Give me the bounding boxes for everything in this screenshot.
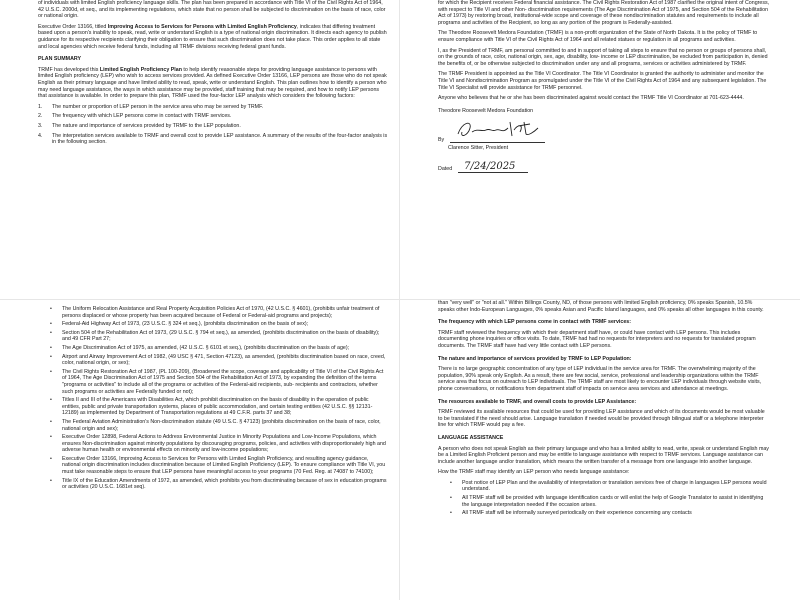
authority-item (50, 369, 388, 395)
bullet-icon: • (450, 510, 452, 517)
eo-text-start: Executive Order 13166, titled (38, 23, 108, 30)
identify-text: All TRMF staff will be informally surveyed periodically on their experience concerning any contacts (462, 510, 692, 517)
eo-text-end: , indicates that differing treatment based upon a person's inability to speak, read, write or understand English is a type of national origin discrimination. It directs each agency to publish guidance for its respective recipients clarifying their obligation to ensure that such discrimination does not take place. This order applies to all state and local agencies which receive federal funds, including all TRMF divisions receiving federal grant funds. (38, 23, 387, 50)
plan-title: Limited English Proficiency Plan (99, 66, 182, 73)
bullet-icon: • (50, 321, 52, 328)
page-bottom-right (400, 300, 800, 600)
factor-item (38, 113, 388, 120)
identify-item (450, 510, 770, 517)
factor-item (38, 133, 388, 146)
language-assistance-paragraph: A person who does not speak English as their primary language and who has a limited ability to read, write, speak or understand English may be a Limited English Proficient person and may be entitle to language assistance with respect to TRMF services. Language assistance can include another language and/or translation, which means the written transfer of a message from one language into another language. (438, 445, 769, 465)
authority-text: The Age Discrimination Act of 1975, as amended, (42 U.S.C. § 6101 et seq.), (prohibits discrimination on the basis of age); (62, 344, 350, 351)
resources-paragraph: TRMF reviewed its available resources that could be used for providing LEP assistance and which of its documents would be most valuable to be translated if the need should arise. Language translation if needed would be provided through bilingual staff or a telephone interpreter line for which TRMF would pay a fee. (438, 409, 765, 429)
factor-text: The number or proportion of LEP person in the service area who may be served by TRMF. (52, 103, 264, 110)
plan-summary-heading: PLAN SUMMARY (38, 56, 82, 63)
date-row (438, 156, 770, 173)
signature-row (438, 118, 770, 143)
language-assistance-heading: LANGUAGE ASSISTANCE (438, 434, 504, 441)
bullet-icon: • (50, 368, 52, 375)
intro-paragraph: of individuals with limited English proficiency language skills. The plan has been prepared in accordance with Title VI of the Civil Rights Act of 1964, 42 U.S.C. 2000d, et seq., and its implementing regulations, which state that no person shall be subjected to discrimination on the basis of race, color or national origin. (38, 0, 386, 20)
bullet-icon: • (50, 353, 52, 360)
eo-title: Improving Access to Services for Persons with Limited English Proficiency (107, 23, 297, 30)
authority-item (50, 478, 388, 491)
authority-item (50, 321, 388, 328)
plan-text-start: TRMF has developed this (38, 66, 100, 73)
bullet-icon: • (50, 455, 52, 462)
bullet-icon: • (50, 306, 52, 312)
plan-summary-paragraph (38, 67, 388, 100)
authority-text: The Uniform Relocation Assistance and Real Property Acquisition Policies Act of 1970, (42 U.S.C. § 4601), (prohibits unfair treatment of persons displaced or whose property has been acquired because of Federal or Federal-aid programs and projects); (62, 306, 380, 319)
factor-text: The frequency with which LEP persons come in contact with TRMF services. (52, 113, 232, 120)
bullet-icon: • (50, 329, 52, 336)
frequency-paragraph: TRMF staff reviewed the frequency with which their department staff have, or could have contact with LEP persons. This includes documenting phone inquiries or office visits. To date, TRMF had had no requests for interpreters and no requests for translated program documents. The TRMF staff have had very little contact with LEP persons. (438, 329, 756, 349)
frequency-heading: The frequency with which LEP persons come in contact with TRMF services: (438, 319, 631, 326)
factor-text: The interpretation services available to TRMF and overall cost to provide LEP assistance. A summary of the results of the four-factor analysis is in the following section. (52, 132, 388, 146)
identify-lep-list (438, 480, 770, 517)
identify-lep-paragraph: How the TRMF staff may identify an LEP person who needs language assistance: (438, 469, 630, 476)
organization-name: Theodore Roosevelt Medora Foundation (438, 107, 534, 114)
authority-item (50, 330, 388, 343)
page-top-right (400, 0, 800, 300)
by-label: By (438, 136, 445, 143)
authority-item (50, 354, 388, 367)
trmf-policy-paragraph: The Theodore Roosevelt Medora Foundation (TRMF) is a non-profit organization of the State of North Dakota. It is the policy of TRMF to ensure compliance with Title VI of the Civil Rights Act of 1964 and all related statues or regulation in all programs and activities. (438, 30, 758, 43)
factor-item (38, 104, 388, 111)
authority-text: Federal-Aid Highway Act of 1973, (23 U.S.C. § 324 et seq.), (prohibits discrimination on the basis of sex); (62, 321, 309, 328)
factor-number: 1. (38, 103, 43, 110)
page-top-left (0, 0, 400, 300)
county-language-paragraph: than "very well" or "not at all." Within Billings County, ND, of those persons with limited English proficiency, 0% speaks Spanish, 10.5% speaks other Indo-European Languages, 0% speaks Asian and Pacific Island languages, and 0% speaks all other languages in this county. (438, 300, 764, 313)
page-bottom-left (0, 300, 400, 600)
authority-text: Title IX of the Education Amendments of 1972, as amended, which prohibits you from discriminating because of sex in education programs or activities (20 U.S.C. 1681et seq). (62, 477, 387, 491)
bullet-icon: • (50, 344, 52, 351)
authority-item (50, 306, 388, 319)
identify-item (450, 495, 770, 508)
plan-text-end: to help identify reasonable steps for providing language assistance to persons with limited English proficiency (LEP) who wish to access services provided. As defined Executive Order 13166, LEP persons are those who do not speak English as their primary language and have limited ability to read, speak, write or understand English. This plan outlines how to identify a person who may need language assistance, the ways in which assistance may be provided, staff training that may be required, and how to notify LEP persons that assistance is available. In order to prepare this plan, TRMF used the four-factor LEP analysis which considers the following factors: (38, 66, 387, 100)
date-line (458, 156, 528, 173)
bullet-icon: • (450, 495, 452, 502)
factor-number: 2. (38, 113, 43, 120)
identify-text: Post notice of LEP Plan and the availability of interpretation or translation services free of charge in languages LEP persons would understand. (462, 479, 767, 493)
contact-paragraph: Anyone who believes that he or she has been discriminated against would contact the TRMF Title VI Coordinator at 701-623-4444. (438, 95, 744, 102)
bullet-icon: • (450, 479, 452, 486)
restoration-act-paragraph: for which the Recipient receives Federal financial assistance. The Civil Rights Restoration Act of 1987 clarified the original intent of Congress, with respect to Title VI and other Non- discrimination requirements (The Age Discrimination Act of 1975, and Section 504 of the Rehabilitation Act of 1973) by restoring broad, institutional-wide scope and coverage of these nondiscrimination statutes and requirements to include all programs and activities of the Recipient, so long as any portion of the program is Federally-assisted. (438, 0, 770, 26)
authority-item (50, 456, 388, 476)
title-vi-coordinator-paragraph: The TRMF President is appointed as the Title VI Coordinator. The Title VI Coordinator is granted the authority to administer and monitor the Title VI and Nondiscrimination Program as promulgated under the Title VI of the Civil Rights Act of 1964 and any subsequent legislation. The Title VI Specialist will provide assistance for TRMF personnel. (438, 71, 767, 91)
authority-text: Executive Order 13166, Improving Access to Services for Persons with Limited English Proficiency, and resulting agency guidance, national origin discrimination includes discrimination because of Limited English Proficiency (LEP). To ensure compliance with Title VI, you must take reasonable steps to ensure that LEP persons have meaningful access to your programs (70 Fed. Reg. at 74087 to 74100); (62, 455, 386, 476)
bullet-icon: • (50, 418, 52, 425)
authority-item (50, 345, 388, 352)
signature-line (450, 118, 545, 143)
president-commitment-paragraph: I, as the President of TRMF, am personal committed to and in support of taking all steps to ensure that no person or groups of persons shall, on the grounds of race, color, national origin, sex, age, disability, low- income or LEP discrimination, be excluded from participation in, denied the benefits of, or be otherwise subjected to discrimination under any and all programs, services or activities administered by TRMF. (438, 47, 768, 67)
nature-heading: The nature and importance of services provided by TRMF to LEP Population: (438, 355, 632, 362)
resources-heading: The resources available to TRMF, and overall costs to provide LEP Assistance: (438, 398, 637, 405)
bullet-icon: • (50, 397, 52, 404)
signer-name: Clarence Sitter, President (448, 145, 509, 152)
handwritten-date: 7/24/2025 (464, 161, 516, 173)
nature-paragraph: There is no large geographic concentration of any type of LEP individual in the service area for TRMF. The overwhelming majority of the population, 90% speak only English. As a result, there are few social, service, professional and leadership organizations within the TRMF service area that focus on outreach to LEP individuals. The TRMF staff are most likely to encounter LEP individuals through website visits, phone conversations, or notifications from department staff of impacts on service area services and attendance at meetings. (438, 366, 762, 392)
authority-text: Airport and Airway Improvement Act of 1982, (49 USC § 471, Section 47123), as amended, (prohibits discrimination based on race, creed, color, national origin, or sex); (62, 353, 386, 367)
executive-order-paragraph (38, 24, 388, 50)
four-factor-list (38, 104, 388, 146)
identify-item (450, 480, 770, 493)
identify-text: All TRMF staff will be provided with language identification cards or will enlist the help of Google Translator to assist in identifying the language interpretation needed if the occasion arises. (462, 495, 764, 508)
authority-item (50, 397, 388, 417)
authorities-list (50, 306, 388, 491)
dated-label: Dated (438, 166, 453, 173)
bullet-icon: • (50, 434, 52, 441)
authority-text: Titles II and III of the Americans with Disabilities Act, which prohibit discrimination on the basis of disability in the operation of public entities, public and private transportation systems, places of public accommodation, and certain testing entities (42 U.S.C. §§ 12131-12189) as implemented by Department of Transportation regulations at 49 C.F.R. parts 37 and 38; (62, 397, 373, 417)
bullet-icon: • (50, 477, 52, 484)
authority-text: Section 504 of the Rehabilitation Act of 1973, (29 U.S.C. § 794 et seq.), as amended, (prohibits discrimination on the basis of disability); and 49 CFR Part 27; (62, 329, 380, 343)
authority-text: The Civil Rights Restoration Act of 1987, (PL 100-209), (Broadened the scope, coverage and applicability of Title VI of the Civil Rights Act of 1964, The Age Discrimination Act of 1975 and Section 504 of the Rehabilitation Act of 1973, by expanding the definition of the terms "programs or activities" to include all of the programs or activities of the Federal-aid recipients, sub- recipients and contractors, whether such programs or activities are Federally funded or not); (62, 368, 384, 395)
authority-text: The Federal Aviation Administration's Non-discrimination statute (49 U.S.C. § 47123) (prohibits discrimination on the basis of race, color, national origin and sex); (62, 418, 381, 432)
factor-number: 4. (38, 132, 43, 139)
handwritten-signature (454, 118, 542, 142)
authority-text: Executive Order 12898, Federal Actions to Address Environmental Justice in Minority Populations and Low-Income Populations, which ensures Non-discrimination against minority populations by discouraging programs, policies, and activities with disproportionately high and adverse human health or environmental effects on minority and low-income populations; (62, 434, 386, 454)
signature-block (438, 108, 770, 173)
authority-item (50, 434, 388, 454)
factor-text: The nature and importance of services provided by TRMF to the LEP population. (52, 122, 241, 129)
authority-item (50, 419, 388, 432)
factor-number: 3. (38, 122, 43, 129)
factor-item (38, 123, 388, 130)
